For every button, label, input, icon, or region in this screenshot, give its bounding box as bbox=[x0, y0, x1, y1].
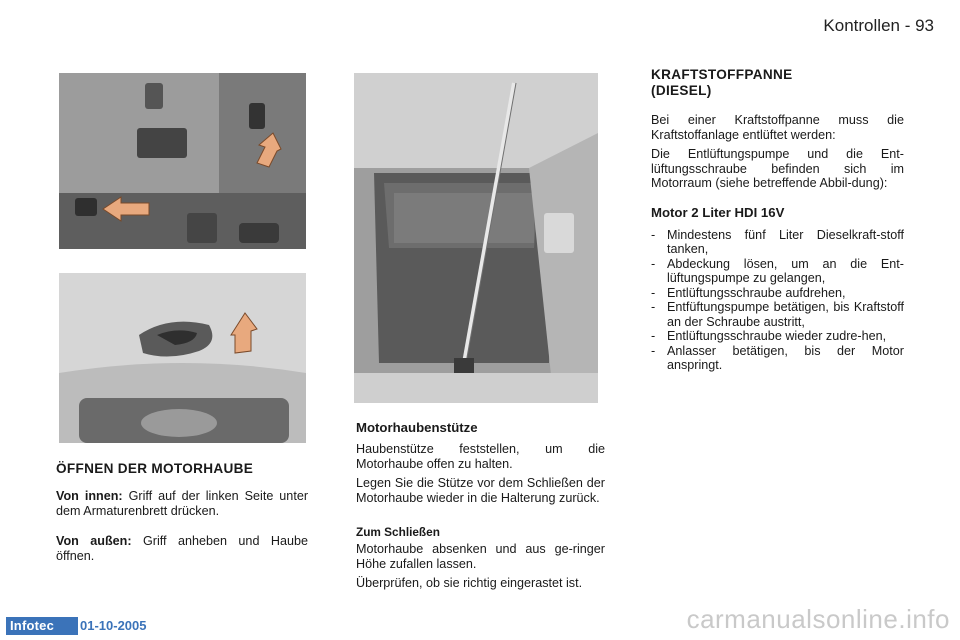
section-heading-oeffnen: ÖFFNEN DER MOTORHAUBE bbox=[56, 461, 254, 476]
section-heading-motor: Motor 2 Liter HDI 16V bbox=[651, 204, 785, 220]
paragraph-stuetze-2: Legen Sie die Stütze vor dem Schließen der Motorhaube wieder in die Halterung zurück. bbox=[356, 476, 605, 505]
list-item: - Entlüftungsschraube wieder zudre-hen, bbox=[651, 329, 887, 343]
left-column bbox=[56, 461, 308, 568]
list-item: - Entfüftungspumpe betätigen, bis Kraftstoff an der Schraube austritt, bbox=[651, 300, 904, 329]
label-von-innen: Von innen: bbox=[56, 489, 123, 503]
section-heading-haubenstuetze: Motorhaubenstütze bbox=[356, 420, 478, 435]
paragraph-von-innen bbox=[56, 489, 308, 518]
brand-logo: Infotec bbox=[6, 617, 78, 635]
right-column bbox=[651, 67, 904, 373]
list-item: - Mindestens fünf Liter Dieselkraft-stoff tanken, bbox=[651, 227, 904, 256]
section-heading-kraftstoffpanne: KRAFTSTOFFPANNE (DIESEL) bbox=[651, 67, 793, 98]
middle-column bbox=[356, 420, 605, 596]
paragraph-panne-1: Bei einer Kraftstoffpanne muss die Kraftstoffanlage entlüftet werden: bbox=[651, 113, 904, 142]
text-von-aussen: Griff anheben und Haube öffnen. bbox=[56, 534, 308, 563]
list-item: - Entlüftungsschraube aufdrehen, bbox=[651, 285, 846, 300]
footer-date: 01-10-2005 bbox=[80, 618, 147, 633]
watermark: carmanualsonline.info bbox=[686, 604, 950, 634]
photo-interior-lever bbox=[59, 73, 306, 249]
paragraph-schliessen-2: Überprüfen, ob sie richtig eingerastet ist. bbox=[356, 576, 583, 590]
step-list bbox=[651, 228, 904, 373]
photo-exterior-handle bbox=[59, 273, 306, 443]
label-von-aussen: Von außen: bbox=[56, 534, 132, 548]
page-title: Kontrollen - 93 bbox=[823, 16, 934, 35]
paragraph-schliessen-1: Motorhaube absenken und aus ge-ringer Höhe zufallen lassen. bbox=[356, 542, 605, 571]
list-item: - Anlasser betätigen, bis der Motor anspringt. bbox=[651, 343, 904, 372]
text-von-innen: Griff auf der linken Seite unter dem Armaturenbrett drücken. bbox=[56, 489, 309, 518]
paragraph-von-aussen bbox=[56, 534, 308, 563]
paragraph-panne-2: Die Entlüftungspumpe und die Ent-lüftungsschraube befinden sich im Motorraum (siehe betreffende Abbil-dung): bbox=[651, 147, 904, 190]
section-heading-schliessen: Zum Schließen bbox=[356, 525, 440, 539]
photo-bonnet-stay bbox=[354, 73, 598, 403]
list-item: - Abdeckung lösen, um an die Ent-lüftungspumpe zu gelangen, bbox=[651, 256, 904, 285]
paragraph-stuetze-1: Haubenstütze feststellen, um die Motorhaube offen zu halten. bbox=[356, 442, 605, 471]
